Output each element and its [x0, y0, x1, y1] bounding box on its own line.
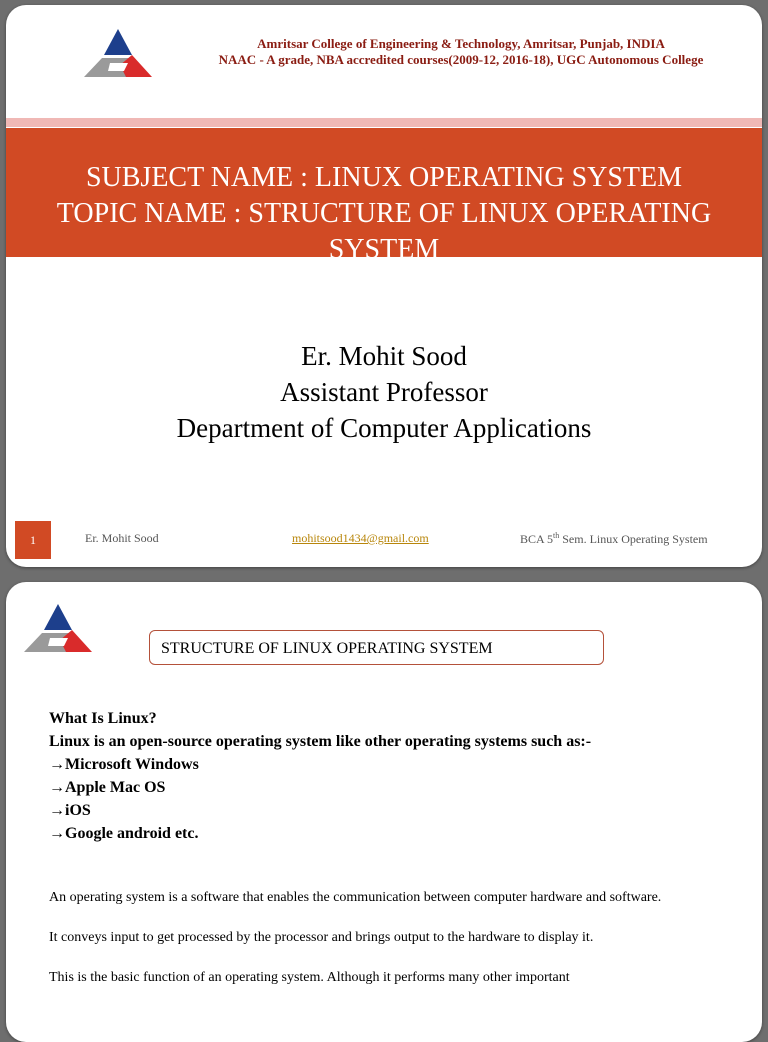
college-logo-icon	[22, 602, 94, 654]
subject-name: SUBJECT NAME : LINUX OPERATING SYSTEM	[85, 162, 683, 193]
slide-title: STRUCTURE OF LINUX OPERATING SYSTEM	[149, 630, 604, 665]
slide-content	[49, 707, 709, 988]
footer-course-suffix: Sem. Linux Operating System	[559, 532, 708, 546]
paragraph: An operating system is a software that enables the communication between computer hardware and software.	[49, 890, 662, 905]
section-heading: What Is Linux?	[49, 710, 157, 727]
footer-email-link[interactable]: mohitsood1434@gmail.com	[292, 531, 429, 545]
author-block	[6, 338, 762, 446]
paragraph: This is the basic function of an operating system. Although it performs many other important	[49, 970, 570, 985]
footer-course-prefix: BCA 5	[520, 532, 554, 546]
list-item: →Apple Mac OS	[49, 779, 166, 796]
author-name: Er. Mohit Sood	[301, 341, 467, 371]
intro-text: Linux is an open-source operating system like other operating systems such as:-	[49, 733, 592, 750]
list-item: →iOS	[49, 802, 91, 819]
page-number: 1	[15, 521, 51, 559]
topic-name: TOPIC NAME : STRUCTURE OF LINUX OPERATING SYSTEM	[56, 198, 712, 265]
footer-course	[520, 531, 708, 547]
footer-author: Er. Mohit Sood	[85, 531, 159, 545]
college-logo-icon	[82, 27, 154, 79]
author-title: Assistant Professor	[280, 377, 488, 407]
list-item: →Google android etc.	[49, 825, 199, 842]
footer-course-sup: th	[553, 531, 560, 540]
divider-line	[6, 118, 762, 127]
title-slide	[6, 5, 762, 567]
banner-text	[6, 160, 762, 268]
college-header	[166, 36, 756, 68]
college-name: Amritsar College of Engineering & Technology, Amritsar, Punjab, INDIA	[257, 36, 665, 51]
department: Department of Computer Applications	[176, 413, 592, 443]
content-slide	[6, 582, 762, 1042]
college-accreditation: NAAC - A grade, NBA accredited courses(2009-12, 2016-18), UGC Autonomous College	[218, 52, 704, 67]
paragraph: It conveys input to get processed by the processor and brings output to the hardware to display it.	[49, 930, 594, 945]
list-item: →Microsoft Windows	[49, 756, 199, 773]
